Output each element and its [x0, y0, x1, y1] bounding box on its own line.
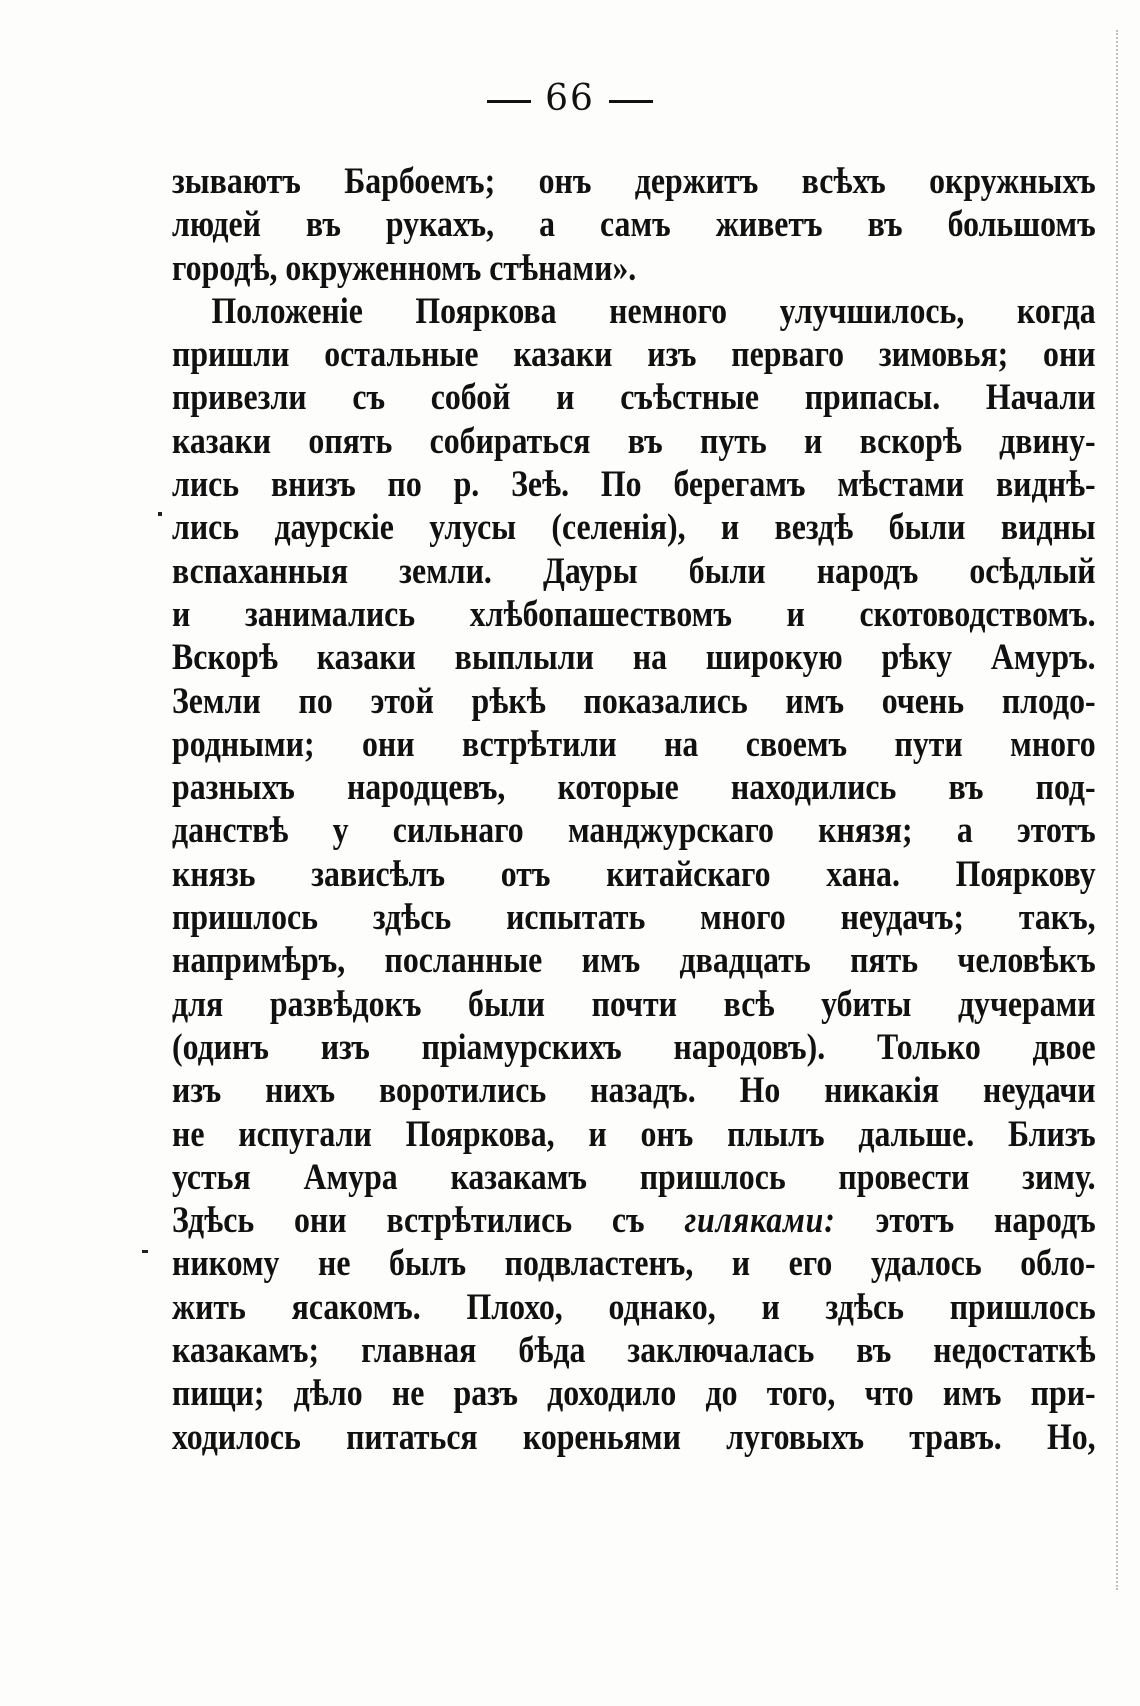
text-line: изъ нихъ воротились назадъ. Но никакія неудачи — [172, 1070, 1096, 1112]
text-line: никому не былъ подвластенъ, и его удалось обло- — [172, 1243, 1096, 1285]
italic-term: гиляками: — [684, 1200, 836, 1242]
text-line: напримѣръ, посланные имъ двадцать пять человѣкъ — [172, 940, 1096, 982]
text-line: пришлось здѣсь испытать много неудачъ; такъ, — [172, 897, 1096, 939]
text-line: Вскорѣ казаки выплыли на широкую рѣку Амуръ. — [172, 637, 1096, 679]
text-line: ходилось питаться кореньями луговыхъ травъ. Но, — [172, 1416, 1096, 1458]
text-line: данствѣ у сильнаго манджурскаго князя; а этотъ — [172, 810, 1096, 852]
text-segment: Здѣсь они встрѣтились съ — [172, 1200, 685, 1242]
left-dash — [487, 100, 531, 103]
text-line: городѣ, окруженномъ стѣнами». — [172, 247, 637, 289]
text-line: казакамъ; главная бѣда заключалась въ недостаткѣ — [172, 1330, 1096, 1372]
text-line: Положеніе Пояркова немного улучшилось, когда — [211, 290, 1096, 332]
right-dash — [609, 100, 653, 103]
text-line: пришли остальные казаки изъ перваго зимовья; они — [172, 334, 1096, 376]
text-line: родными; они встрѣтили на своемъ пути много — [172, 723, 1096, 765]
ink-speck — [142, 1250, 148, 1253]
text-line: Земли по этой рѣкѣ показались имъ очень плодо- — [172, 680, 1096, 722]
text-line: вспаханныя земли. Дауры были народъ осѣдлый — [172, 550, 1096, 592]
text-line: разныхъ народцевъ, которые находились въ под- — [172, 767, 1096, 809]
page-edge-marks — [1116, 30, 1140, 1590]
page-number — [0, 78, 1140, 119]
text-line: и занимались хлѣбопашествомъ и скотоводствомъ. — [172, 593, 1096, 635]
text-line: привезли съ собой и съѣстные припасы. Начали — [172, 377, 1096, 419]
text-line: лись даурскіе улусы (селенія), и вездѣ были видны — [172, 507, 1096, 549]
text-line: (одинъ изъ пріамурскихъ народовъ). Только двое — [172, 1026, 1096, 1068]
text-line: пищи; дѣло не разъ доходило до того, что имъ при- — [172, 1373, 1096, 1415]
text-line: зываютъ Барбоемъ; онъ держитъ всѣхъ окружныхъ — [172, 161, 1096, 202]
text-line: для развѣдокъ были почти всѣ убиты дучерами — [172, 983, 1096, 1025]
ink-speck — [158, 512, 162, 516]
text-line: лись внизъ по р. Зеѣ. По берегамъ мѣстами виднѣ- — [172, 464, 1096, 506]
text-line — [172, 1199, 1096, 1242]
page-number-text: 66 — [545, 78, 595, 119]
text-line: людей въ рукахъ, а самъ живетъ въ большомъ — [172, 204, 1096, 246]
text-line: устья Амура казакамъ пришлось провести зиму. — [172, 1156, 1096, 1198]
body-text — [172, 160, 1096, 1459]
text-line: жить ясакомъ. Плохо, однако, и здѣсь пришлось — [172, 1286, 1096, 1328]
text-line: не испугали Пояркова, и онъ плылъ дальше. Близъ — [172, 1113, 1096, 1155]
text-line: князь зависѣлъ отъ китайскаго хана. Пояркову — [172, 853, 1096, 895]
text-line: казаки опять собираться въ путь и вскорѣ двину- — [172, 420, 1096, 462]
text-segment: этотъ народъ — [835, 1200, 1096, 1242]
